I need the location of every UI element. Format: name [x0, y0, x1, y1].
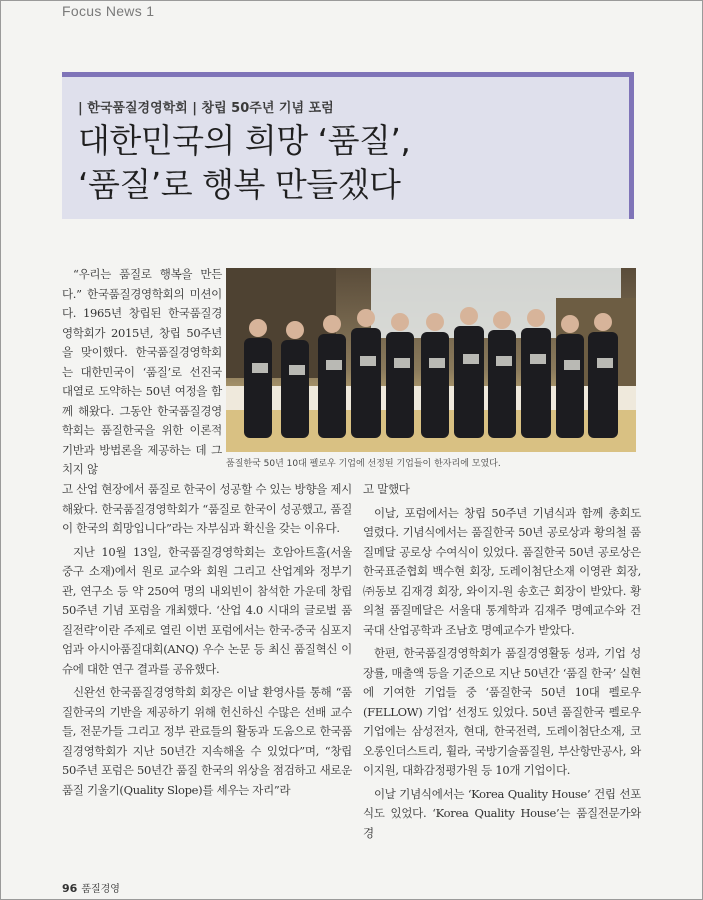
headline-line-2: ‘품질’로 행복 만들겠다 [78, 165, 401, 204]
paragraph: “우리는 품질로 행복을 만든다.” 한국품질경영학회의 미션이다. 1965년 창립된 한국품질경영학회가 2015년, 창립 50주년을 맞이했다. 한국품질경영학회는 대한민국이 ‘품질’로 선진국 대열로 도약하는 50년 여정을 함께 해왔다. 그동안 한국품질경영학회는 품질한국을 위한 이론적 기반과 방법론을 제공하는 데 그치지 않 [62, 267, 222, 476]
folio [62, 880, 120, 895]
event-photo [226, 268, 636, 452]
paragraph: 신완선 한국품질경영학회 회장은 이날 환영사를 통해 “품질한국의 기반을 제공하기 위해 헌신하신 수많은 선배 교수들, 전문가들 그리고 정부 관료들의 활동과 도움으로 한국품질경영학회가 지난 50년간 지속해올 수 있었다”며, “창립 50주년 포럼은 50년간 품질 한국의 위상을 점검하고 새로운 품질 기울기(Quality Slope)를 세우는 자리”라 [62, 685, 352, 797]
page-number: 96 [62, 882, 78, 895]
paragraph: 이날, 포럼에서는 창립 50주년 기념식과 함께 총회도 열렸다. 기념식에서는 품질한국 50년 공로상과 황의철 품질메달 공로상 수여식이 있었다. 품질한국 50년 공로상은 한국표준협회 백수현 회장, 도레이첨단소재 이영관 회장, ㈜동보 김재경 회장, 와이지-원 송호근 회장이 받았다. 황의철 품질메달은 서울대 통계학과 김재주 명예교수와 건국대 산업공학과 조남호 명예교수가 받았다. [363, 505, 641, 637]
article-column-right [363, 480, 641, 847]
running-head: Focus News 1 [62, 3, 155, 19]
paragraph: 한편, 한국품질경영학회가 품질경영활동 성과, 기업 성장률, 매출액 등을 기준으로 지난 50년간 ‘품질 한국’ 실현에 기여한 기업들 중 ‘품질한국 50년 10대 펠로우(FELLOW) 기업’ 선정도 있었다. 50년 품질한국 펠로우 기업에는 삼성전자, 현대, 한국전력, 도레이첨단소재, 코오롱인더스트리, 휠라, 국방기술품질원, 부산항만공사, 와이지원, 대화감정평가원 등 10개 기업이다. [363, 646, 641, 777]
headline-kicker: | 한국품질경영학회 | 창립 50주년 기념 포럼 [78, 101, 334, 116]
group-photo-illustration [226, 268, 636, 452]
paragraph: 이날 기념식에서는 ‘Korea Quality House’ 건립 선포식도 있었다. ‘Korea Quality House’는 품질전문가와 경 [363, 786, 641, 840]
headline-line-1: 대한민국의 희망 ‘품질’, [78, 121, 411, 160]
magazine-name: 품질경영 [81, 884, 120, 895]
photo-caption: 품질한국 50년 10대 펠로우 기업에 선정된 기업들이 한자리에 모였다. [226, 459, 501, 469]
paragraph: 지난 10월 13일, 한국품질경영학회는 호암아트홀(서울 중구 소재)에서 원로 교수와 회원 그리고 산업계와 정부기관, 연구소 등 약 250여 명의 내외빈이 참석한 가운데 창립 50주년 기념 포럼을 개최했다. ‘산업 4.0 시대의 글로벌 품질전략’이란 주제로 열린 이번 포럼에서는 한국-중국 심포지엄과 아시아품질대회(ANQ) 우수 논문 등 최신 품질혁신 이슈에 대한 연구 결과를 공유했다. [62, 544, 352, 676]
paragraph: 고 산업 현장에서 품질로 한국이 성공할 수 있는 방향을 제시해왔다. 한국품질경영학회가 “품질로 한국이 성공했고, 품질이 한국의 희망입니다”라는 자부심과 확신을 갖는 이유다. [62, 482, 352, 535]
headline-box [62, 72, 634, 219]
article-column-left [62, 480, 352, 804]
paragraph: 고 말했다 [363, 482, 410, 496]
headline [78, 119, 410, 207]
article-column-narrow [62, 265, 222, 484]
